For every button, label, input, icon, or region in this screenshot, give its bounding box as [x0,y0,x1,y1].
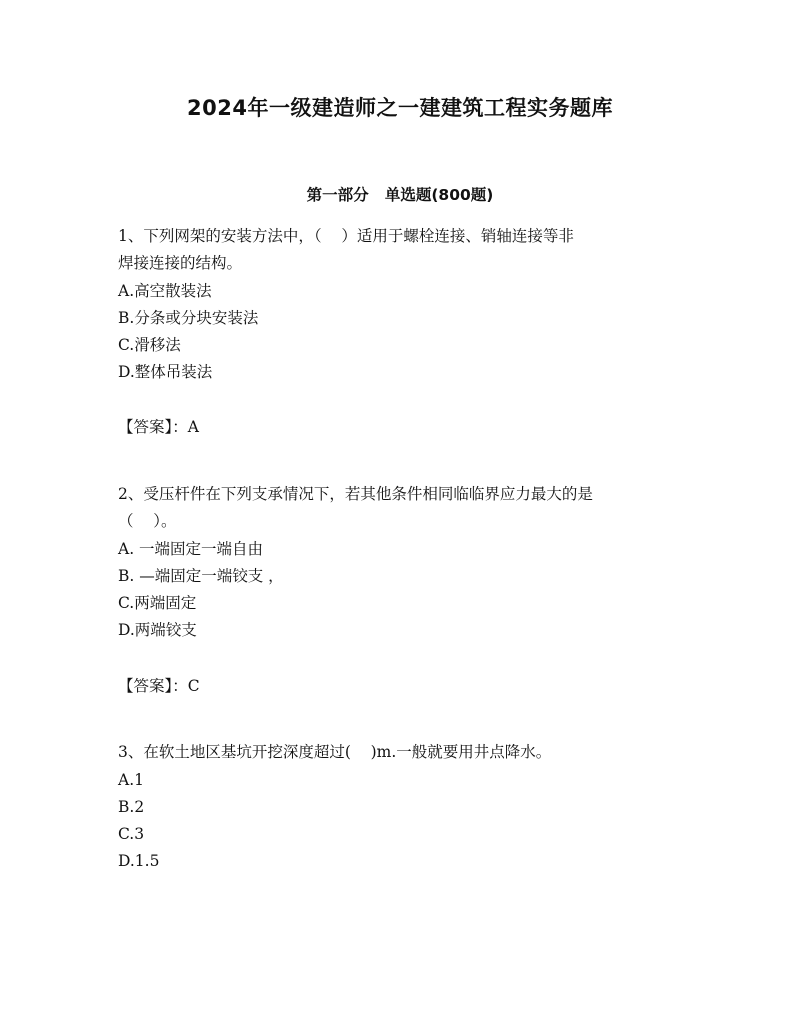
question-3-stem-line-1: 3、在软土地区基坑开挖深度超过( )m.一般就要用井点降水。 [118,743,552,761]
question-1-option-c: C.滑移法 [118,336,181,354]
question-1-answer: 【答案】：A [118,418,199,436]
question-1-stem-line-2: 焊接连接的结构。 [118,254,243,272]
question-3-option-b: B.2 [118,798,145,816]
question-1-option-a: A.高空散装法 [118,282,212,300]
question-3-option-d: D.1.5 [118,852,160,870]
question-2-stem-line-1: 2、受压杆件在下列支承情况下，若其他条件相同临临界应力最大的是 [118,485,593,503]
question-2-option-c: C.两端固定 [118,594,197,612]
question-1-option-b: B.分条或分块安装法 [118,309,259,327]
question-2-option-d: D.两端铰支 [118,621,197,639]
question-2-stem-line-2: （ ）。 [118,512,177,530]
question-1-option-d: D.整体吊装法 [118,363,213,381]
section-title: 第一部分 单选题(800题) [306,186,494,204]
question-1-stem-line-1: 1、下列网架的安装方法中，（ ）适用于螺栓连接、销轴连接等非 [118,227,574,245]
question-3-option-c: C.3 [118,825,145,843]
question-3-option-a: A.1 [118,771,144,789]
question-2-option-b: B. —端固定一端铰支 ， [118,567,284,585]
document-title: 2024年一级建造师之一建建筑工程实务题库 [187,96,613,120]
question-2-answer: 【答案】：C [118,677,200,695]
question-2-option-a: A. 一端固定一端自由 [118,540,264,558]
